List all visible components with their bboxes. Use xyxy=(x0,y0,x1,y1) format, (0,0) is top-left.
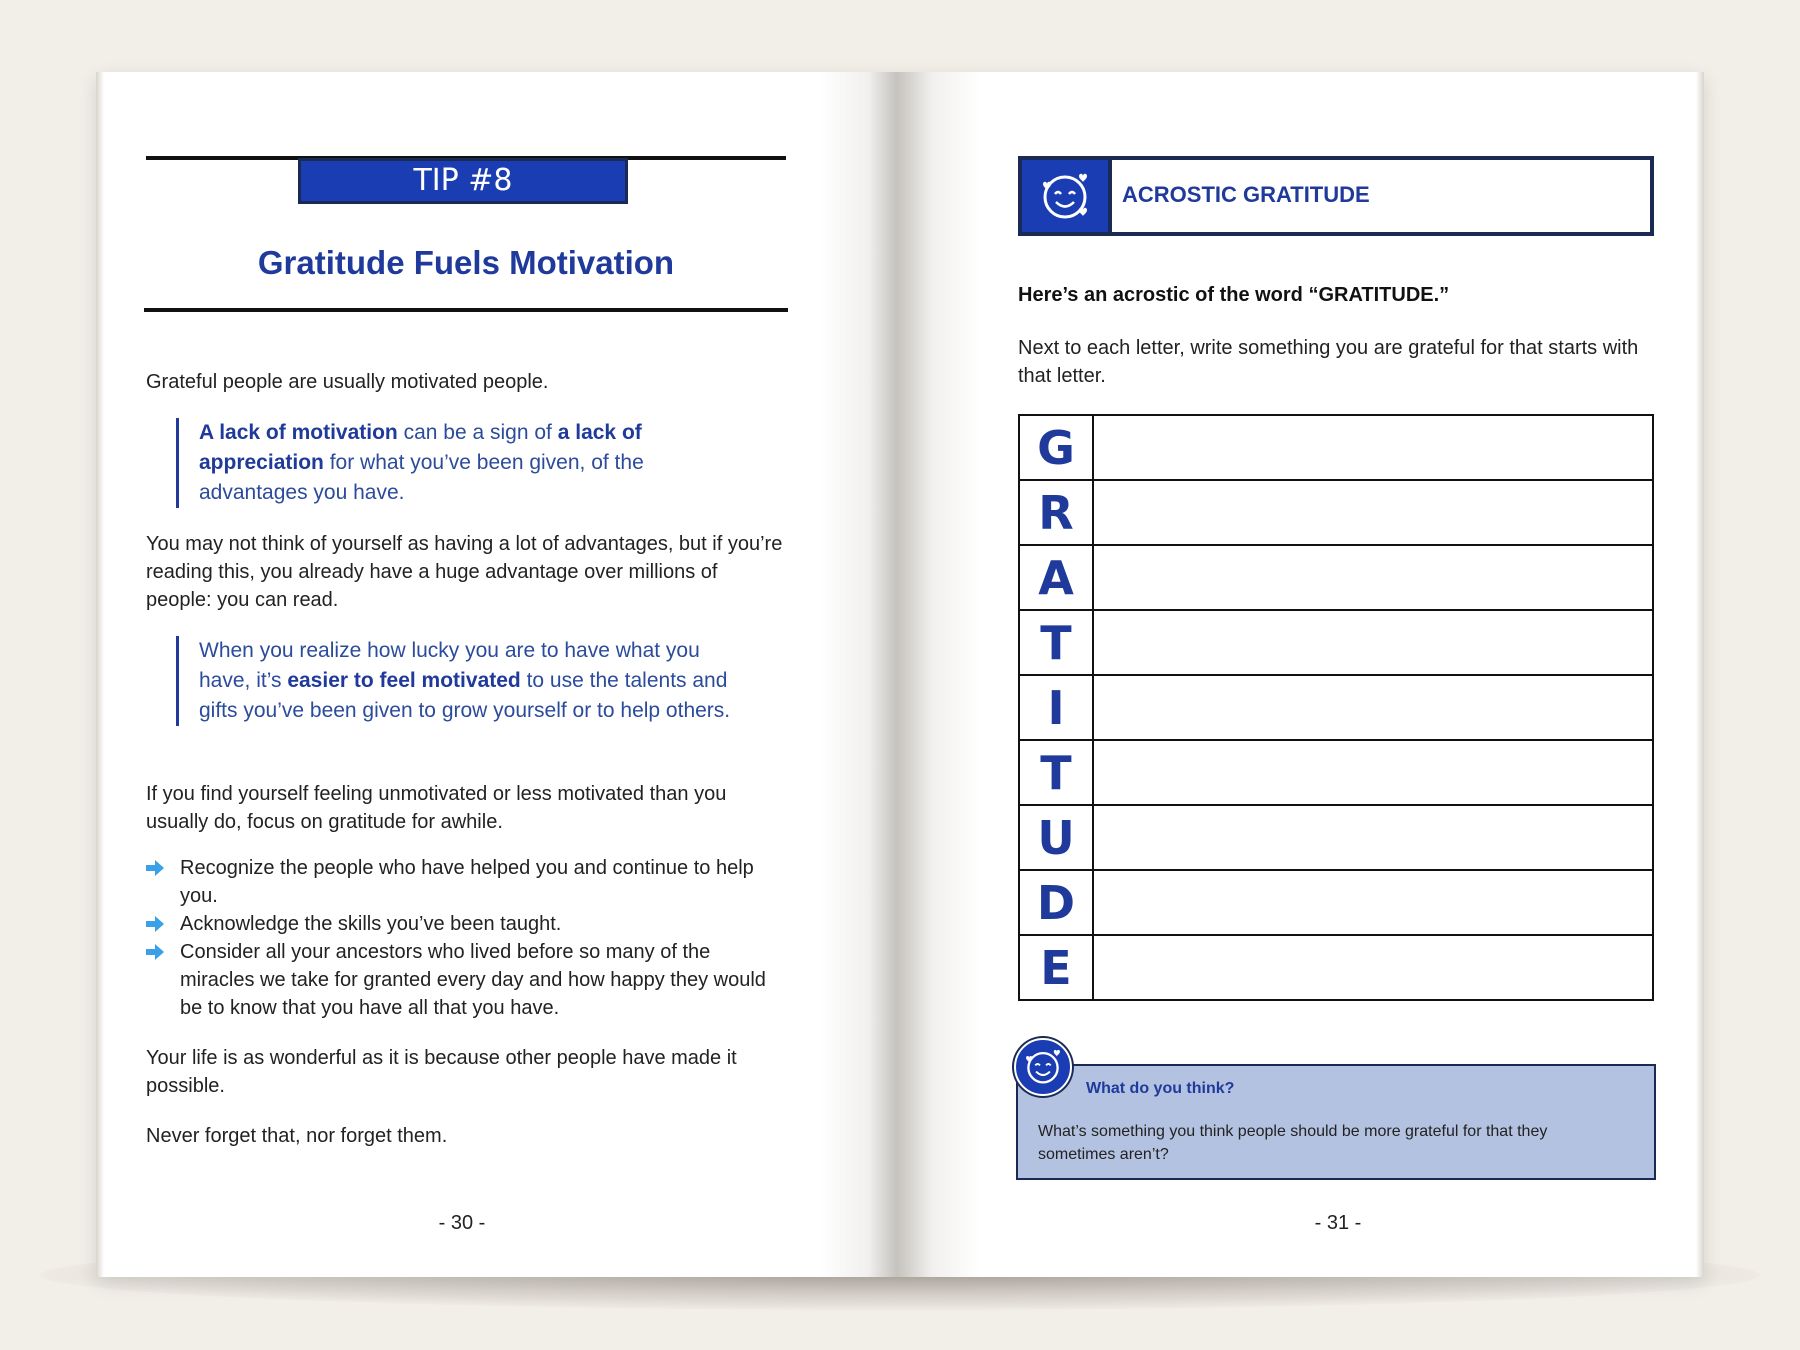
think-icon-badge xyxy=(1014,1038,1072,1096)
book-edge-right xyxy=(1696,72,1704,1277)
what-do-you-think-box xyxy=(1016,1064,1656,1180)
quote-2-text-1: When you realize how lucky you are to have what you have, it’s xyxy=(199,639,700,692)
acrostic-write-cell[interactable] xyxy=(1093,675,1653,740)
acrostic-header xyxy=(1018,156,1654,236)
bullet-text: Acknowledge the skills you’ve been taught. xyxy=(180,913,562,935)
arrow-right-icon xyxy=(146,944,164,960)
acrostic-write-cell[interactable] xyxy=(1093,480,1653,545)
quote-1-text-2: for what you’ve been given, of the advantages you have. xyxy=(199,451,644,504)
bullet-item xyxy=(146,910,786,938)
bullet-item xyxy=(146,938,786,1022)
book-gutter-shadow xyxy=(820,72,980,1277)
quote-1-text-1: can be a sign of xyxy=(397,421,558,444)
paragraph-2: You may not think of yourself as having a lot of advantages, but if you’re reading this, you already have a huge advantage over millions of people: you can read. xyxy=(146,533,783,611)
think-title: What do you think? xyxy=(1086,1080,1235,1097)
acrostic-letter: I xyxy=(1019,675,1093,740)
acrostic-row xyxy=(1019,480,1653,545)
acrostic-title: ACROSTIC GRATITUDE xyxy=(1122,182,1370,207)
header-icon-box xyxy=(1022,160,1112,232)
acrostic-row xyxy=(1019,675,1653,740)
acrostic-write-cell[interactable] xyxy=(1093,870,1653,935)
quote-1-bold-1: A lack of motivation xyxy=(199,421,398,444)
arrow-right-icon xyxy=(146,860,164,876)
acrostic-write-cell[interactable] xyxy=(1093,610,1653,675)
acrostic-letter: D xyxy=(1019,870,1093,935)
paragraph-5: Never forget that, nor forget them. xyxy=(146,1125,448,1147)
quote-1-bold-2: a lack of appreciation xyxy=(199,421,642,474)
acrostic-row xyxy=(1019,545,1653,610)
paragraph-1: Grateful people are usually motivated people. xyxy=(146,371,549,393)
quote-2-text-2: to use the talents and gifts you’ve been given to grow yourself or to help others. xyxy=(199,669,731,722)
arrow-right-icon xyxy=(146,916,164,932)
think-question: What’s something you think people should be more grateful for that they sometimes aren’t? xyxy=(1038,1123,1548,1163)
smiling-face-with-hearts-icon xyxy=(1023,1047,1063,1087)
paragraph-3: If you find yourself feeling unmotivated or less motivated than you usually do, focus on gratitude for awhile. xyxy=(146,783,727,833)
bullet-item xyxy=(146,854,786,910)
acrostic-write-cell[interactable] xyxy=(1093,805,1653,870)
acrostic-intro-bold: Here’s an acrostic of the word “GRATITUDE.” xyxy=(1018,284,1450,306)
book-edge-left xyxy=(96,72,104,1277)
acrostic-row xyxy=(1019,805,1653,870)
acrostic-row xyxy=(1019,870,1653,935)
acrostic-write-cell[interactable] xyxy=(1093,545,1653,610)
acrostic-letter: T xyxy=(1019,610,1093,675)
acrostic-table xyxy=(1018,414,1654,1001)
gratitude-bullet-list xyxy=(146,854,786,1022)
tip-badge: TIP #8 xyxy=(298,158,628,204)
acrostic-row xyxy=(1019,935,1653,1000)
page-number-left: - 30 - xyxy=(438,1212,486,1234)
acrostic-letter: A xyxy=(1019,545,1093,610)
acrostic-write-cell[interactable] xyxy=(1093,740,1653,805)
acrostic-write-cell[interactable] xyxy=(1093,935,1653,1000)
pull-quote-2 xyxy=(176,636,739,726)
acrostic-instructions: Next to each letter, write something you are grateful for that starts with that letter. xyxy=(1018,337,1639,387)
acrostic-letter: R xyxy=(1019,480,1093,545)
acrostic-row xyxy=(1019,415,1653,480)
page-number-right: - 31 - xyxy=(1314,1212,1362,1234)
acrostic-letter: T xyxy=(1019,740,1093,805)
acrostic-row xyxy=(1019,740,1653,805)
acrostic-row xyxy=(1019,610,1653,675)
acrostic-letter: E xyxy=(1019,935,1093,1000)
bullet-text: Recognize the people who have helped you and continue to help you. xyxy=(180,857,754,907)
acrostic-write-cell[interactable] xyxy=(1093,415,1653,480)
acrostic-letter: G xyxy=(1019,415,1093,480)
page-title: Gratitude Fuels Motivation xyxy=(257,244,675,281)
paragraph-4: Your life is as wonderful as it is because other people have made it possible. xyxy=(146,1047,737,1097)
pull-quote-1 xyxy=(176,418,739,508)
left-page xyxy=(104,72,820,1277)
quote-2-bold-1: easier to feel motivated xyxy=(287,669,521,692)
acrostic-letter: U xyxy=(1019,805,1093,870)
bullet-text: Consider all your ancestors who lived before so many of the miracles we take for granted every day and how happy they would be to know that you have all that you have. xyxy=(180,941,766,1019)
smiling-face-with-hearts-icon xyxy=(1039,170,1091,222)
tip-bottom-rule xyxy=(144,308,788,312)
right-page xyxy=(980,72,1696,1277)
